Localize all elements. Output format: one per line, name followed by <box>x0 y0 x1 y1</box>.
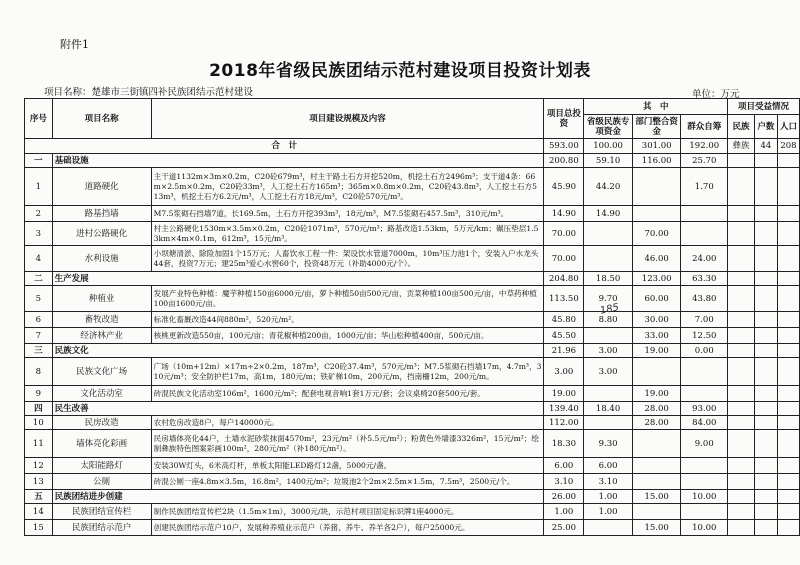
row-description: 广场（10m+12m）×17m÷2×0.2m，187m³，C20砼37.4m³，570元/m³；M7.5浆砌石挡墙17m，4.7m³，310元/m³；安全防护栏17m，高1m，180元/m；铁矿梯10m，200元/m，挡南柵12m，200元/m。 <box>151 358 544 386</box>
beneficiary-cell <box>728 222 755 246</box>
row-provincial: 18.40 <box>584 402 633 416</box>
investment-table <box>24 98 800 536</box>
table-row <box>25 168 800 206</box>
row-provincial: 59.10 <box>584 154 633 168</box>
section-row <box>25 490 800 504</box>
beneficiary-cell <box>728 312 755 328</box>
total-population: 208 <box>777 139 799 154</box>
row-provincial <box>584 520 633 536</box>
section-name: 民族文化 <box>52 344 544 358</box>
row-self <box>681 474 728 490</box>
row-description: 核桃更新改造550亩，100元/亩；青花椒种植200亩，1000元/亩；华山松种植400亩，500元/亩。 <box>151 328 544 344</box>
table-row <box>25 458 800 474</box>
row-self <box>681 458 728 474</box>
beneficiary-cell <box>777 416 799 430</box>
row-provincial <box>584 386 633 402</box>
row-department: 28.00 <box>632 402 681 416</box>
row-total: 14.90 <box>544 206 584 222</box>
row-description: 制作民族团结宣传栏2块（1.5m×1m），3000元/块，示范村项目固定标识牌1座4000元。 <box>151 504 544 520</box>
row-self <box>681 386 728 402</box>
row-name: 路基挡墙 <box>52 206 151 222</box>
row-self <box>681 222 728 246</box>
section-name: 民族团结进步创建 <box>52 490 544 504</box>
table-row <box>25 520 800 536</box>
beneficiary-cell <box>728 520 755 536</box>
row-provincial <box>584 222 633 246</box>
beneficiary-cell <box>754 168 777 206</box>
header-seq: 序号 <box>25 99 53 139</box>
beneficiary-cell <box>777 520 799 536</box>
total-ethnicity: 彝族 <box>728 139 755 154</box>
row-description: 主干道1132m×3m×0.2m，C20砼679m³，村主干路土石方开挖520m，机挖土石方2496m³；支干道4条：66m×2.5m×0.2m，C20砼33m³，人工挖土石方165m³；365m×0.8m×0.2m，C20砼43.8m³，人工挖土石方513m³，机挖土石方6.2元/m³，人工挖土石方18元/m³，C20砼570元/m³。 <box>151 168 544 206</box>
table-row <box>25 246 800 272</box>
row-description: 小坝塘清淤、除险加固1个15万元；人畜饮水工程一件：架设饮水管道7000m，10m³压力池1个，安装入户水龙头44套，投资7万元；建25m³爱心水窖60个，投资48万元（补助4000元/个）。 <box>151 246 544 272</box>
beneficiary-cell <box>777 312 799 328</box>
row-name: 公厕 <box>52 474 151 490</box>
row-department <box>632 358 681 386</box>
total-total: 593.00 <box>544 139 584 154</box>
beneficiary-cell <box>777 246 799 272</box>
row-provincial: 18.50 <box>584 272 633 286</box>
row-total: 21.96 <box>544 344 584 358</box>
row-self: 9.00 <box>681 430 728 458</box>
unit-label: 单位：万元 <box>692 89 740 100</box>
row-total: 45.90 <box>544 168 584 206</box>
row-department: 46.00 <box>632 246 681 272</box>
beneficiary-cell <box>728 344 755 358</box>
table-row <box>25 474 800 490</box>
header-row-1 <box>25 99 800 115</box>
row-provincial: 1.00 <box>584 490 633 504</box>
section-row <box>25 272 800 286</box>
header-total: 项目总投资 <box>544 99 584 139</box>
row-self <box>681 504 728 520</box>
beneficiary-cell <box>728 272 755 286</box>
beneficiary-cell <box>728 386 755 402</box>
total-households: 44 <box>754 139 777 154</box>
row-self: 12.50 <box>681 328 728 344</box>
beneficiary-cell <box>728 286 755 312</box>
beneficiary-cell <box>777 272 799 286</box>
row-seq: 15 <box>25 520 53 536</box>
row-description: M7.5浆砌石挡墙7道，长169.5m，土石方开挖393m³，18元/m³，M7.5浆砌石457.5m³，310元/m³。 <box>151 206 544 222</box>
row-total: 6.00 <box>544 458 584 474</box>
beneficiary-cell <box>728 504 755 520</box>
beneficiary-cell <box>754 246 777 272</box>
row-department <box>632 504 681 520</box>
beneficiary-cell <box>777 286 799 312</box>
row-name: 水利设施 <box>52 246 151 272</box>
header-population: 人口 <box>777 115 799 139</box>
section-row <box>25 344 800 358</box>
row-total: 139.40 <box>544 402 584 416</box>
table-row <box>25 286 800 312</box>
beneficiary-cell <box>728 402 755 416</box>
row-seq: 2 <box>25 206 53 222</box>
row-self <box>681 206 728 222</box>
section-seq: 四 <box>25 402 53 416</box>
beneficiary-cell <box>754 386 777 402</box>
header-among: 其 中 <box>584 99 728 115</box>
row-seq: 12 <box>25 458 53 474</box>
beneficiary-cell <box>728 474 755 490</box>
row-self: 1.70 <box>681 168 728 206</box>
beneficiary-cell <box>777 206 799 222</box>
beneficiary-cell <box>777 402 799 416</box>
row-provincial: 8.80 <box>584 312 633 328</box>
row-provincial: 6.00 <box>584 458 633 474</box>
beneficiary-cell <box>754 344 777 358</box>
beneficiary-cell <box>777 386 799 402</box>
row-provincial <box>584 328 633 344</box>
row-seq: 14 <box>25 504 53 520</box>
beneficiary-cell <box>777 154 799 168</box>
handwritten-note: 185 <box>599 302 621 317</box>
total-self: 192.00 <box>681 139 728 154</box>
header-ethnicity: 民族 <box>728 115 755 139</box>
row-description: 村主公路硬化1530m×3.5m×0.2m，C20砼1071m³，570元/m³；路基改造1.53km，5万元/km；碾压垫层1.53km×4m×0.1m，612m³，15元/m³。 <box>151 222 544 246</box>
row-name: 民族团结示范户 <box>52 520 151 536</box>
beneficiary-cell <box>728 154 755 168</box>
row-department: 70.00 <box>632 222 681 246</box>
beneficiary-cell <box>777 222 799 246</box>
row-department <box>632 168 681 206</box>
beneficiary-cell <box>754 402 777 416</box>
beneficiary-cell <box>754 312 777 328</box>
row-name: 民房改造 <box>52 416 151 430</box>
row-department: 30.00 <box>632 312 681 328</box>
header-name: 项目名称 <box>52 99 151 139</box>
row-department <box>632 206 681 222</box>
row-department <box>632 458 681 474</box>
beneficiary-cell <box>754 504 777 520</box>
beneficiary-cell <box>754 458 777 474</box>
row-self: 93.00 <box>681 402 728 416</box>
row-self <box>681 358 728 386</box>
beneficiary-cell <box>754 222 777 246</box>
row-description: 安装30W灯头，6米高灯杆，单板太阳能LED路灯12盏，5000元/盏。 <box>151 458 544 474</box>
row-department: 15.00 <box>632 490 681 504</box>
row-department <box>632 430 681 458</box>
beneficiary-cell <box>777 490 799 504</box>
row-name: 民族团结宣传栏 <box>52 504 151 520</box>
row-seq: 3 <box>25 222 53 246</box>
beneficiary-cell <box>728 416 755 430</box>
total-department: 301.00 <box>632 139 681 154</box>
table-row <box>25 430 800 458</box>
row-total: 1.00 <box>544 504 584 520</box>
section-name: 基础设施 <box>52 154 544 168</box>
section-seq: 三 <box>25 344 53 358</box>
row-department: 19.00 <box>632 386 681 402</box>
beneficiary-cell <box>754 206 777 222</box>
row-self: 63.30 <box>681 272 728 286</box>
row-provincial: 3.10 <box>584 474 633 490</box>
row-seq: 10 <box>25 416 53 430</box>
row-self: 43.80 <box>681 286 728 312</box>
beneficiary-cell <box>777 504 799 520</box>
row-name: 进村公路硬化 <box>52 222 151 246</box>
table-row <box>25 222 800 246</box>
section-row <box>25 402 800 416</box>
page-title: 2018年省级民族团结示范村建设项目投资计划表 <box>209 61 591 81</box>
row-description: 砖混民族文化活动室106m²，1600元/m²；配套电视音响1套1万元/套；会议桌椅20套500元/套。 <box>151 386 544 402</box>
beneficiary-cell <box>754 286 777 312</box>
row-department: 19.00 <box>632 344 681 358</box>
table-row <box>25 386 800 402</box>
row-description: 发展产业特色种植：魔芋种植150亩6000元/亩，萝卜种植50亩500元/亩，贡菜种植100亩500元/亩，中草药种植100亩1600元/亩。 <box>151 286 544 312</box>
header-provincial: 省级民族专项资金 <box>584 115 633 139</box>
row-total: 3.10 <box>544 474 584 490</box>
row-name: 墙体亮化彩画 <box>52 430 151 458</box>
header-department: 部门整合资金 <box>632 115 681 139</box>
beneficiary-cell <box>754 358 777 386</box>
row-name: 道路硬化 <box>52 168 151 206</box>
row-total: 204.80 <box>544 272 584 286</box>
row-seq: 11 <box>25 430 53 458</box>
row-total: 19.00 <box>544 386 584 402</box>
table-row <box>25 328 800 344</box>
beneficiary-cell <box>777 474 799 490</box>
row-department <box>632 474 681 490</box>
row-name: 畜牧改造 <box>52 312 151 328</box>
row-total: 45.50 <box>544 328 584 344</box>
row-name: 文化活动室 <box>52 386 151 402</box>
row-description: 创建民族团结示范户10户，发展种养殖业示范户（养猪、养牛、养羊各2户），每户25000元。 <box>151 520 544 536</box>
beneficiary-cell <box>777 458 799 474</box>
row-seq: 6 <box>25 312 53 328</box>
row-total: 113.50 <box>544 286 584 312</box>
row-total: 3.00 <box>544 358 584 386</box>
row-department: 60.00 <box>632 286 681 312</box>
row-total: 18.30 <box>544 430 584 458</box>
row-name: 民族文化广场 <box>52 358 151 386</box>
row-provincial: 3.00 <box>584 344 633 358</box>
row-provincial <box>584 246 633 272</box>
section-seq: 五 <box>25 490 53 504</box>
beneficiary-cell <box>728 490 755 504</box>
beneficiary-cell <box>728 206 755 222</box>
beneficiary-cell <box>728 430 755 458</box>
row-name: 太阳能路灯 <box>52 458 151 474</box>
row-self: 7.00 <box>681 312 728 328</box>
beneficiary-cell <box>754 474 777 490</box>
header-self: 群众自筹 <box>681 115 728 139</box>
row-name: 种植业 <box>52 286 151 312</box>
row-total: 45.80 <box>544 312 584 328</box>
beneficiary-cell <box>777 358 799 386</box>
beneficiary-cell <box>777 328 799 344</box>
row-provincial: 9.30 <box>584 430 633 458</box>
row-total: 200.80 <box>544 154 584 168</box>
section-seq: 一 <box>25 154 53 168</box>
row-description: 农村危房改造8户，每户140000元。 <box>151 416 544 430</box>
row-name: 经济林产业 <box>52 328 151 344</box>
row-seq: 1 <box>25 168 53 206</box>
row-total: 112.00 <box>544 416 584 430</box>
row-provincial: 1.00 <box>584 504 633 520</box>
row-total: 26.00 <box>544 490 584 504</box>
beneficiary-cell <box>754 520 777 536</box>
beneficiary-cell <box>777 168 799 206</box>
beneficiary-cell <box>777 430 799 458</box>
row-department: 123.00 <box>632 272 681 286</box>
beneficiary-cell <box>754 154 777 168</box>
total-provincial: 100.00 <box>584 139 633 154</box>
row-self: 0.00 <box>681 344 728 358</box>
beneficiary-cell <box>754 430 777 458</box>
beneficiary-cell <box>754 272 777 286</box>
row-provincial: 44.20 <box>584 168 633 206</box>
row-department: 28.00 <box>632 416 681 430</box>
row-self: 10.00 <box>681 520 728 536</box>
row-description: 砖混公厕一座4.8m×3.5m，16.8m²，1400元/m²；垃圾池2个2m×2.5m×1.5m，7.5m³，2500元/个。 <box>151 474 544 490</box>
beneficiary-cell <box>728 168 755 206</box>
table-row <box>25 312 800 328</box>
row-total: 70.00 <box>544 222 584 246</box>
section-seq: 二 <box>25 272 53 286</box>
beneficiary-cell <box>777 344 799 358</box>
row-provincial: 14.90 <box>584 206 633 222</box>
header-households: 户数 <box>754 115 777 139</box>
row-seq: 9 <box>25 386 53 402</box>
row-provincial <box>584 416 633 430</box>
total-row <box>25 139 800 154</box>
row-self: 24.00 <box>681 246 728 272</box>
beneficiary-cell <box>728 458 755 474</box>
row-department: 116.00 <box>632 154 681 168</box>
row-description: 民房墙体亮化44户，土墙水泥砂浆抹面4570m²，23元/m²（补5.5元/m²）；粉黄色外墙漆3326m²，15元/m²；绘制彝族特色图案彩画100m²，280元/m²（补180元/m²）。 <box>151 430 544 458</box>
row-provincial: 3.00 <box>584 358 633 386</box>
row-department: 15.00 <box>632 520 681 536</box>
section-name: 生产发展 <box>52 272 544 286</box>
table-row <box>25 358 800 386</box>
row-total: 70.00 <box>544 246 584 272</box>
row-seq: 4 <box>25 246 53 272</box>
table-row <box>25 504 800 520</box>
row-department: 33.00 <box>632 328 681 344</box>
row-seq: 13 <box>25 474 53 490</box>
row-self: 25.70 <box>681 154 728 168</box>
beneficiary-cell <box>728 358 755 386</box>
annex-label: 附件1 <box>60 38 89 51</box>
row-self: 84.00 <box>681 416 728 430</box>
section-row <box>25 154 800 168</box>
row-seq: 8 <box>25 358 53 386</box>
beneficiary-cell <box>728 328 755 344</box>
header-beneficiary: 项目受益情况 <box>728 99 800 115</box>
row-seq: 5 <box>25 286 53 312</box>
table-row <box>25 206 800 222</box>
row-description: 标准化畜厩改造44间880m²，520元/m²。 <box>151 312 544 328</box>
table-row <box>25 416 800 430</box>
row-provincial: 9.70 <box>584 286 633 312</box>
row-total: 25.00 <box>544 520 584 536</box>
project-name: 项目名称：楚雄市三街镇四补民族团结示范村建设 <box>44 87 254 98</box>
beneficiary-cell <box>754 328 777 344</box>
total-label: 合 计 <box>25 139 544 154</box>
section-name: 民生改善 <box>52 402 544 416</box>
beneficiary-cell <box>754 416 777 430</box>
row-self: 10.00 <box>681 490 728 504</box>
row-seq: 7 <box>25 328 53 344</box>
header-scale: 项目建设规模及内容 <box>151 99 544 139</box>
beneficiary-cell <box>728 246 755 272</box>
beneficiary-cell <box>754 490 777 504</box>
